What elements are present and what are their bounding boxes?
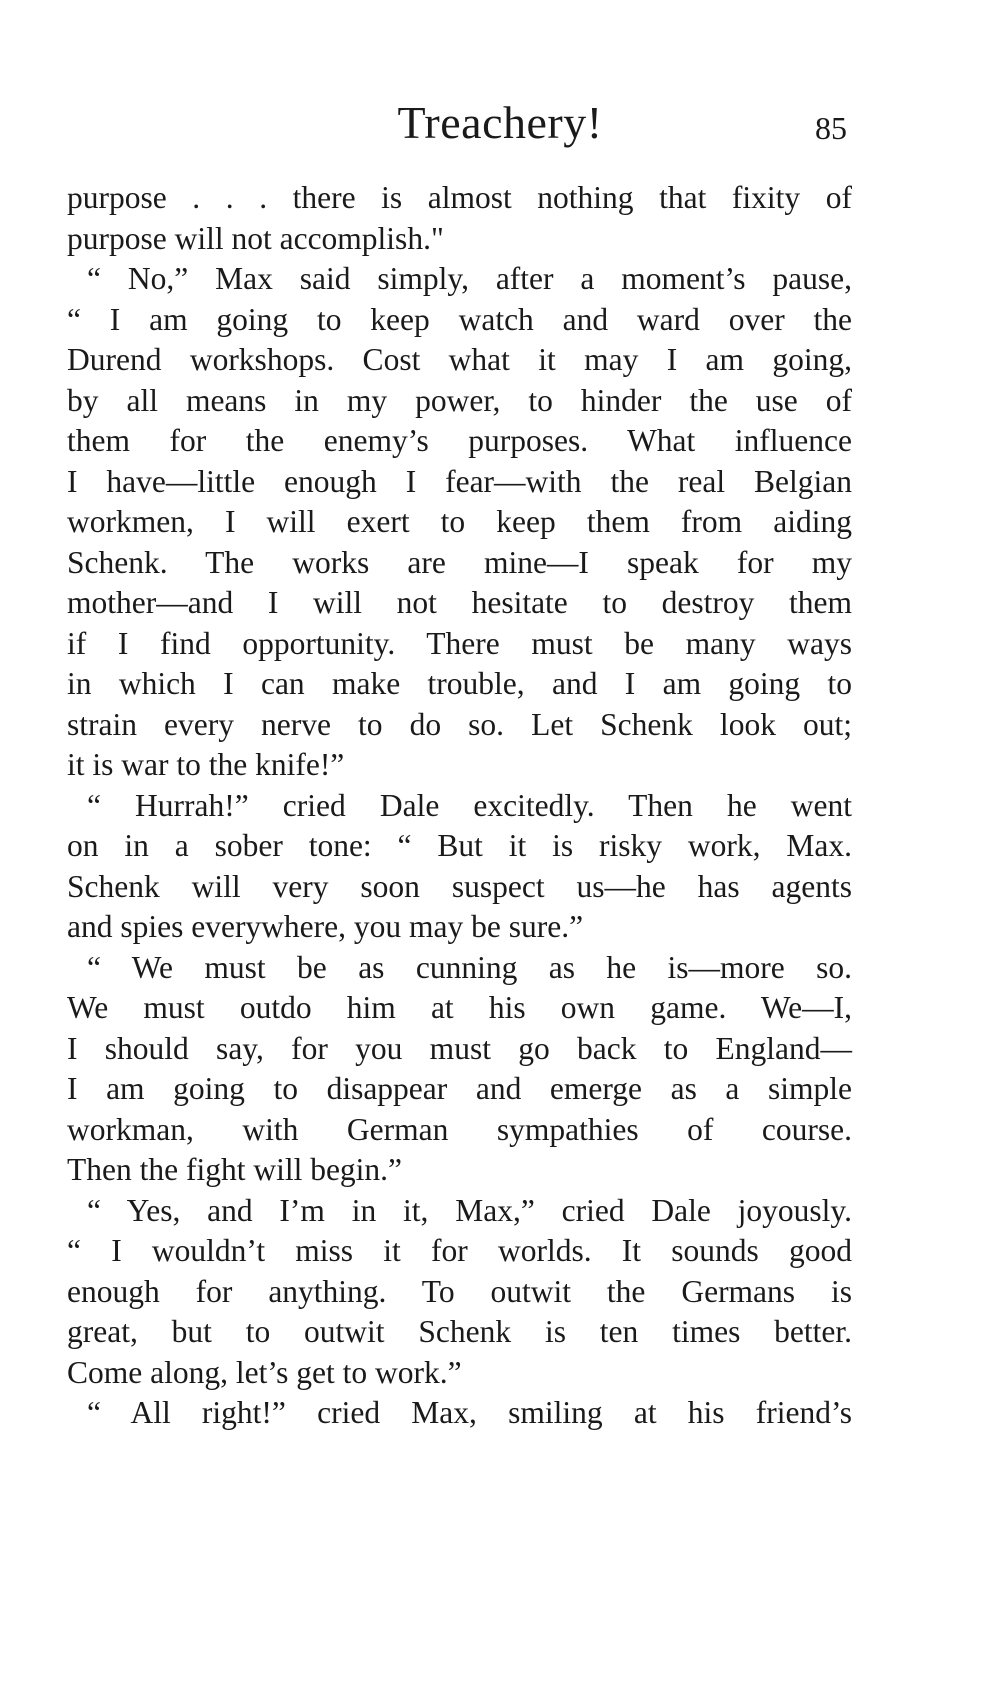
text-line: workman, with German sympathies of course. [67,1111,852,1147]
text-line: Durend workshops. Cost what it may I am going, [67,342,852,377]
text-line: Come along, let’s get to work.” [67,1354,462,1390]
page-number: 85 [815,110,847,146]
text-line: if I find opportunity. There must be many ways [67,625,852,661]
body-text [67,178,852,1434]
text-line: “ We must be as cunning as he is—more so. [87,949,852,985]
text-line: purpose will not accomplish." [67,220,444,256]
chapter-title: Treachery! [397,97,603,148]
text-line: “ No,” Max said simply, after a moment’s pause, [87,261,852,296]
text-line: purpose . . . there is almost nothing that fixity of [67,180,852,215]
text-line: We must outdo him at his own game. We—I, [67,990,852,1025]
text-line: “ All right!” cried Max, smiling at his friend’s [87,1395,852,1430]
text-line: “ I wouldn’t miss it for worlds. It sounds good [67,1233,852,1268]
text-line: great, but to outwit Schenk is ten times better. [67,1314,852,1349]
text-line: I have—little enough I fear—with the real Belgian [67,463,852,499]
text-line: Schenk will very soon suspect us—he has agents [67,868,852,904]
running-head [0,96,1000,156]
text-line: I am going to disappear and emerge as a simple [67,1071,852,1106]
text-line: by all means in my power, to hinder the use of [67,382,852,418]
text-line: “ I am going to keep watch and ward over the [67,301,852,337]
text-line: it is war to the knife!” [67,747,345,782]
text-line: Schenk. The works are mine—I speak for my [67,544,852,580]
text-line: “ Hurrah!” cried Dale excitedly. Then he went [87,787,852,823]
text-line: mother—and I will not hesitate to destroy them [67,585,852,620]
text-line: I should say, for you must go back to England— [67,1030,852,1066]
text-line: them for the enemy’s purposes. What influence [67,423,852,458]
text-line: Then the fight will begin.” [67,1152,403,1187]
text-line: in which I can make trouble, and I am going to [67,666,852,701]
text-line: workmen, I will exert to keep them from aiding [67,504,852,539]
text-line: and spies everywhere, you may be sure.” [67,909,584,944]
text-line: “ Yes, and I’m in it, Max,” cried Dale joyously. [87,1192,852,1228]
text-line: strain every nerve to do so. Let Schenk look out; [67,706,852,742]
text-line: on in a sober tone: “ But it is risky work, Max. [67,828,852,863]
text-line: enough for anything. To outwit the Germans is [67,1273,852,1309]
